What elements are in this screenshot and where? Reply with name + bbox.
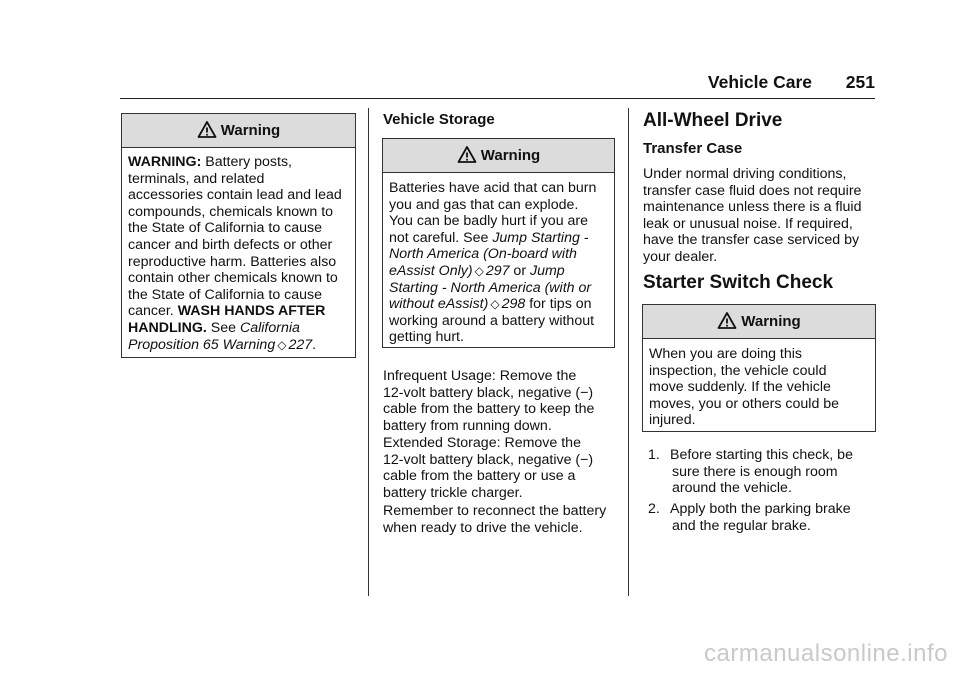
text-line: battery trickle charger.	[383, 484, 523, 501]
warning-emphasis: HANDLING.	[128, 319, 207, 336]
warning-header	[122, 114, 355, 148]
paragraph-reconnect	[383, 503, 623, 536]
starter-check-warning-box	[642, 304, 876, 432]
warning-text: moves, you or others could be	[649, 395, 840, 412]
page-ref-icon: ◇	[490, 297, 500, 312]
warning-text: inspection, the vehicle could	[649, 362, 827, 379]
heading-transfer-case: Transfer Case	[643, 140, 743, 157]
warning-triangle-icon	[197, 120, 217, 140]
page-ref-icon: ◇	[474, 263, 484, 278]
step-number: 2.	[648, 501, 660, 517]
page-reference[interactable]: 227	[288, 336, 313, 353]
warning-text: or	[509, 262, 530, 279]
warning-emphasis: WASH HANDS AFTER	[177, 303, 326, 320]
warning-triangle-icon	[457, 145, 477, 165]
warning-text: Batteries have acid that can burn	[389, 180, 597, 196]
step-number: 1.	[648, 447, 660, 463]
warning-text: not careful. See	[389, 229, 493, 246]
text-line: 12-volt battery black, negative (−)	[383, 451, 594, 468]
warning-text: getting hurt.	[389, 329, 464, 346]
page-reference[interactable]: 298	[501, 296, 526, 313]
warning-text: the State of California to cause	[128, 220, 323, 237]
paragraph-transfer-case	[643, 166, 883, 266]
list-item	[648, 447, 878, 497]
warning-text: You can be badly hurt if you are	[389, 213, 589, 230]
cross-reference-link[interactable]: North America (On-board with	[389, 246, 577, 263]
text-line: maintenance unless there is a fluid	[643, 199, 862, 216]
warning-body	[383, 173, 614, 354]
page-header	[120, 70, 875, 99]
battery-acid-warning-box	[382, 138, 615, 348]
heading-vehicle-storage: Vehicle Storage	[383, 111, 495, 128]
text-line: 12-volt battery black, negative (−)	[383, 384, 594, 401]
warning-text: injured.	[649, 412, 696, 429]
list-item	[648, 501, 878, 534]
warning-text: terminals, and related	[128, 170, 265, 187]
warning-header	[643, 305, 875, 339]
cross-reference-link[interactable]: California	[239, 319, 300, 336]
warning-text: compounds, chemicals known to	[128, 203, 334, 220]
watermark: carmanualsonline.info	[704, 640, 948, 667]
warning-body	[643, 339, 875, 437]
step-text: Before starting this check, be	[670, 447, 853, 463]
warning-lead: WARNING:	[128, 154, 202, 170]
text-line: cable from the battery or use a	[383, 468, 576, 485]
warning-text: you and gas that can explode.	[389, 196, 579, 213]
text-line: battery from running down.	[383, 417, 552, 434]
heading-starter-switch-check: Starter Switch Check	[643, 272, 834, 293]
warning-text: for tips on	[525, 296, 592, 313]
cross-reference-link[interactable]: without eAssist)	[389, 296, 489, 313]
text-line: Extended Storage: Remove the	[383, 435, 581, 451]
text-line: leak or unusual noise. If required,	[643, 215, 853, 232]
warning-text: the State of California to cause	[128, 286, 323, 303]
warning-text: See	[206, 319, 240, 336]
section-title: Vehicle Care	[707, 72, 812, 92]
text-line: when ready to drive the vehicle.	[383, 519, 583, 536]
page-reference[interactable]: 297	[485, 262, 510, 279]
warning-body	[122, 148, 355, 361]
cross-reference-link[interactable]: eAssist Only)	[389, 262, 473, 279]
warning-text: working around a battery without	[389, 312, 595, 329]
cross-reference-link[interactable]: Proposition 65 Warning	[128, 336, 276, 353]
text-line: Infrequent Usage: Remove the	[383, 368, 577, 384]
step-text: Apply both the parking brake	[670, 501, 851, 517]
warning-text: cancer.	[128, 303, 178, 320]
warning-title: Warning	[741, 313, 801, 330]
warning-text: move suddenly. If the vehicle	[649, 379, 831, 396]
step-text: and the regular brake.	[672, 517, 811, 534]
warning-title: Warning	[220, 122, 281, 139]
warning-title: Warning	[480, 147, 541, 164]
warning-text: accessories contain lead and lead	[128, 187, 342, 204]
battery-lead-warning-box	[121, 113, 356, 358]
cross-reference-link[interactable]: Jump Starting -	[492, 229, 589, 246]
step-text: sure there is enough room	[672, 463, 838, 480]
step-text: around the vehicle.	[672, 480, 792, 497]
paragraph-infrequent-usage	[383, 368, 623, 434]
column-divider-right	[628, 108, 629, 596]
warning-text: Battery posts,	[201, 154, 292, 170]
text-line: have the transfer case serviced by	[643, 232, 860, 249]
text-line: Remember to reconnect the battery	[383, 503, 607, 519]
page-number: 251	[845, 72, 875, 92]
warning-text: contain other chemicals known to	[128, 270, 338, 287]
column-divider-left	[368, 108, 369, 596]
warning-header	[383, 139, 614, 173]
warning-text: reproductive harm. Batteries also	[128, 253, 337, 270]
text-line: transfer case fluid does not require	[643, 182, 862, 199]
heading-all-wheel-drive: All-Wheel Drive	[643, 110, 783, 131]
warning-text: .	[312, 336, 317, 353]
warning-triangle-icon	[717, 311, 737, 331]
page-ref-icon: ◇	[277, 337, 287, 352]
paragraph-extended-storage	[383, 435, 623, 501]
text-line: cable from the battery to keep the	[383, 401, 595, 418]
warning-text: cancer and birth defects or other	[128, 236, 333, 253]
cross-reference-link[interactable]: Jump	[529, 262, 565, 279]
text-line: your dealer.	[643, 248, 718, 265]
cross-reference-link[interactable]: Starting - North America (with or	[389, 279, 592, 296]
warning-text: When you are doing this	[649, 346, 803, 362]
text-line: Under normal driving conditions,	[643, 166, 847, 182]
